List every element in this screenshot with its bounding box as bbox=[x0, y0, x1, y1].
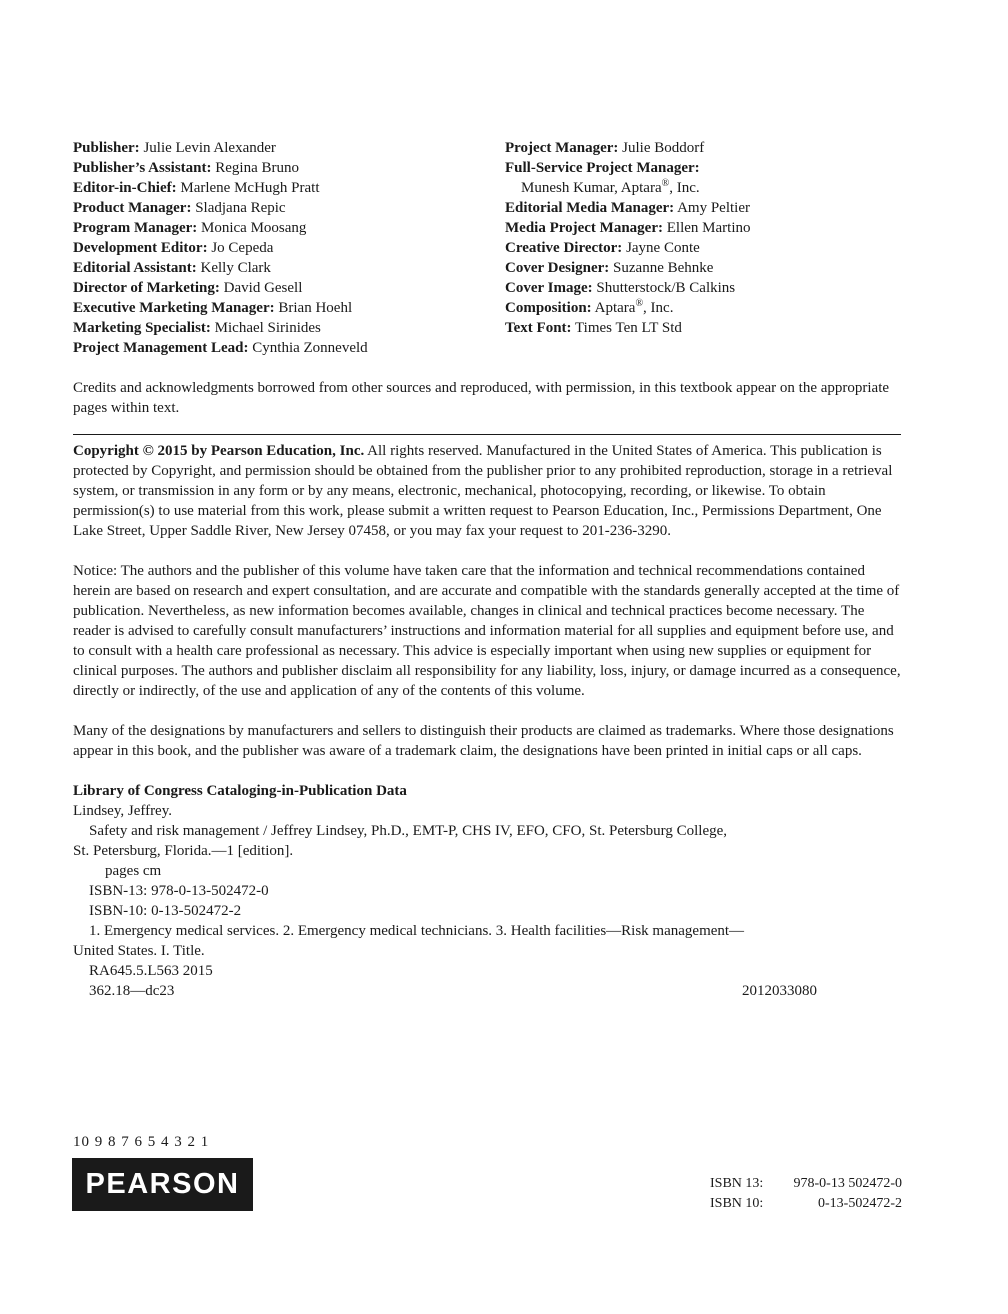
credit-line: Text Font: Times Ten LT Std bbox=[505, 320, 682, 336]
isbn13-label: ISBN 13: bbox=[710, 1176, 764, 1191]
credit-line: Development Editor: Jo Cepeda bbox=[73, 240, 274, 256]
section-divider bbox=[73, 434, 901, 435]
cip-title-cont: St. Petersburg, Florida.—1 [edition]. bbox=[73, 843, 294, 859]
credits-block bbox=[73, 138, 901, 358]
cip-isbn13: ISBN-13: 978-0-13-502472-0 bbox=[89, 883, 269, 899]
credit-line: Creative Director: Jayne Conte bbox=[505, 240, 700, 256]
credit-line: Project Management Lead: Cynthia Zonneveld bbox=[73, 340, 368, 356]
credits-right-column bbox=[505, 138, 901, 358]
cip-dewey-row bbox=[73, 981, 901, 1001]
cip-author: Lindsey, Jeffrey. bbox=[73, 803, 172, 819]
credit-line: Director of Marketing: David Gesell bbox=[73, 280, 303, 296]
cip-isbn10: ISBN-10: 0-13-502472-2 bbox=[89, 903, 242, 919]
cip-title: Safety and risk management / Jeffrey Lindsey, Ph.D., EMT-P, CHS IV, EFO, CFO, St. Petersburg College, bbox=[89, 823, 728, 839]
cip-lccn: 2012033080 bbox=[742, 983, 817, 999]
acknowledgments-paragraph: Credits and acknowledgments borrowed from other sources and reproduced, with permission, in this textbook appear on the appropriate pages within text. bbox=[73, 380, 890, 416]
credit-line: Editorial Media Manager: Amy Peltier bbox=[505, 200, 750, 216]
cip-dewey: 362.18—dc23 bbox=[89, 983, 175, 999]
credit-line: Program Manager: Monica Moosang bbox=[73, 220, 307, 236]
cip-subjects: 1. Emergency medical services. 2. Emergency medical technicians. 3. Health facilities—Risk management— bbox=[89, 923, 745, 939]
isbn13-value: 978-0-13 502472-0 bbox=[793, 1176, 902, 1191]
isbn-block bbox=[710, 1174, 902, 1214]
credit-line: Editor-in-Chief: Marlene McHugh Pratt bbox=[73, 180, 320, 196]
copyright-paragraph: Copyright © 2015 by Pearson Education, Inc. All rights reserved. Manufactured in the United States of America. This publication is protected by Copyright, and permission should be obtained from the publisher prior to any prohibited reproduction, storage in a retrieval system, or transmission in any form or by any means, electronic, mechanical, photocopying, recording, or likewise. To obtain permission(s) to use material from this work, please submit a written request to Pearson Education, Inc., Permissions Department, One Lake Street, Upper Saddle River, New Jersey 07458, or you may fax your request to 201-236-3290. bbox=[73, 443, 893, 539]
isbn10-label: ISBN 10: bbox=[710, 1196, 764, 1211]
credit-line: Media Project Manager: Ellen Martino bbox=[505, 220, 751, 236]
credit-line: Project Manager: Julie Boddorf bbox=[505, 140, 705, 156]
cip-heading: Library of Congress Cataloging-in-Publication Data bbox=[73, 783, 407, 799]
pearson-logo: PEARSON bbox=[72, 1158, 253, 1211]
isbn10-value: 0-13-502472-2 bbox=[818, 1196, 902, 1211]
credit-line: Full-Service Project Manager: bbox=[505, 160, 700, 176]
cip-subjects-cont: United States. I. Title. bbox=[73, 943, 205, 959]
credit-line: Publisher: Julie Levin Alexander bbox=[73, 140, 276, 156]
copyright-page bbox=[73, 138, 901, 1001]
credit-line: Product Manager: Sladjana Repic bbox=[73, 200, 286, 216]
credit-line: Cover Designer: Suzanne Behnke bbox=[505, 260, 714, 276]
cip-lc-class: RA645.5.L563 2015 bbox=[89, 963, 213, 979]
credit-line: Editorial Assistant: Kelly Clark bbox=[73, 260, 271, 276]
credit-line: Cover Image: Shutterstock/B Calkins bbox=[505, 280, 736, 296]
cip-data-block bbox=[73, 781, 901, 1001]
credit-line: Munesh Kumar, Aptara®, Inc. bbox=[521, 178, 700, 196]
cip-pages: pages cm bbox=[105, 863, 162, 879]
notice-paragraph: Notice: The authors and the publisher of this volume have taken care that the information and technical recommendations contained herein are based on research and expert consultation, and are accurate and compatible with the standards generally accepted at the time of publication. Nevertheless, as new information becomes available, changes in clinical and technical practices become necessary. The reader is advised to carefully consult manufacturers’ instructions and information material for all supplies and equipment before use, and to consult with a health care professional as necessary. This advice is especially important when using new supplies or equipment for clinical purposes. The authors and publisher disclaim all responsibility for any liability, loss, injury, or damage incurred as a consequence, directly or indirectly, of the use and application of any of the contents of this volume. bbox=[73, 563, 901, 699]
credits-left-column bbox=[73, 138, 505, 358]
printing-line: 10 9 8 7 6 5 4 3 2 1 bbox=[73, 1134, 210, 1150]
credit-line: Publisher’s Assistant: Regina Bruno bbox=[73, 160, 299, 176]
credit-line: Composition: Aptara®, Inc. bbox=[505, 298, 674, 316]
credit-line: Executive Marketing Manager: Brian Hoehl bbox=[73, 300, 353, 316]
trademarks-paragraph: Many of the designations by manufacturers and sellers to distinguish their products are claimed as trademarks. Where those designations appear in this book, and the publisher was aware of a trademark claim, the designations have been printed in initial caps or all caps. bbox=[73, 723, 894, 759]
credit-line: Marketing Specialist: Michael Sirinides bbox=[73, 320, 321, 336]
